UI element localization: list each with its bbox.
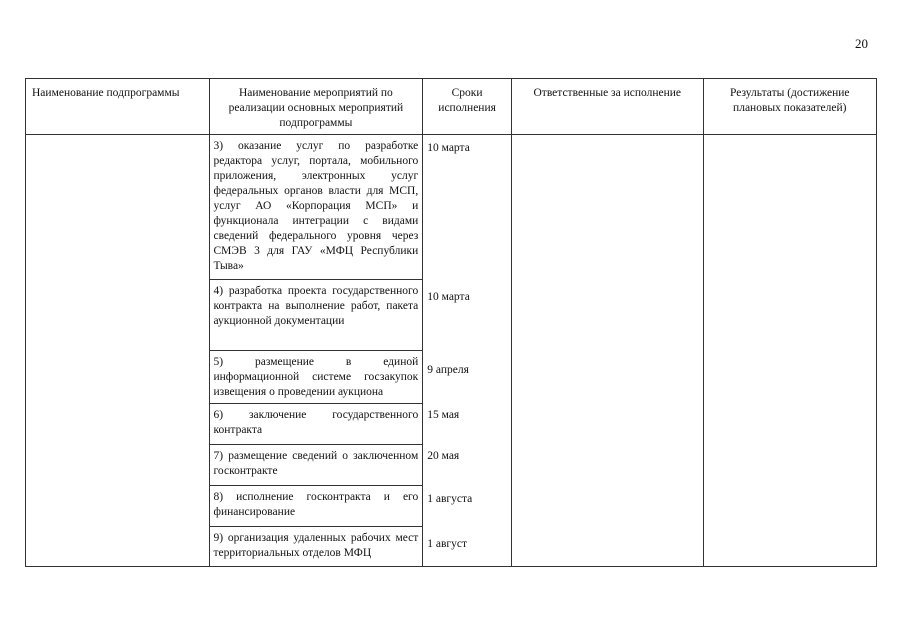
- date-text: 1 августа: [427, 492, 473, 505]
- header-deadlines: Сроки исполнения: [423, 79, 512, 135]
- table-row: [26, 135, 877, 280]
- date-cell: [423, 486, 512, 527]
- table-header-row: [26, 79, 877, 135]
- date-cell: [423, 351, 512, 404]
- date-cell: [423, 280, 512, 351]
- date-text: 10 марта: [427, 290, 470, 303]
- page-number: 20: [855, 36, 868, 51]
- date-text: 1 август: [427, 537, 468, 550]
- date-text: 9 апреля: [427, 363, 469, 376]
- event-cell: 7) размещение сведений о заключенном госконтракте: [209, 445, 423, 486]
- header-results: Результаты (достижение плановых показателей): [703, 79, 876, 135]
- header-subprogram-name: Наименование подпрограммы: [26, 79, 210, 135]
- header-event-name: Наименование мероприятий по реализации основных мероприятий подпрограммы: [209, 79, 423, 135]
- responsible-cell: [511, 135, 703, 567]
- event-cell: 5) размещение в единой информационной системе госзакупок извещения о проведении аукциона: [209, 351, 423, 404]
- event-cell: 9) организация удаленных рабочих мест территориальных отделов МФЦ: [209, 527, 423, 567]
- event-cell: 6) заключение государственного контракта: [209, 404, 423, 445]
- results-cell: [703, 135, 876, 567]
- subprogram-name-cell: [26, 135, 210, 567]
- date-cell: [423, 404, 512, 445]
- date-text: 15 мая: [427, 408, 460, 421]
- event-cell: 3) оказание услуг по разработке редактора услуг, портала, мобильного приложения, электронных услуг федеральных органов власти для МСП, услуг АО «Корпорация МСП» и функционала интеграции с видами сведений федерального уровня через СМЭВ 3 для ГАУ «МФЦ Республики Тыва»: [209, 135, 423, 280]
- date-cell: [423, 445, 512, 486]
- event-cell: 8) исполнение госконтракта и его финансирование: [209, 486, 423, 527]
- date-text: 10 марта: [427, 142, 470, 154]
- event-cell: 4) разработка проекта государственного контракта на выполнение работ, пакета аукционной документации: [209, 280, 423, 351]
- subprogram-events-table: [25, 78, 877, 567]
- date-text: 20 мая: [427, 449, 460, 462]
- date-cell: [423, 135, 512, 280]
- header-responsible: Ответственные за исполнение: [511, 79, 703, 135]
- date-cell: [423, 527, 512, 567]
